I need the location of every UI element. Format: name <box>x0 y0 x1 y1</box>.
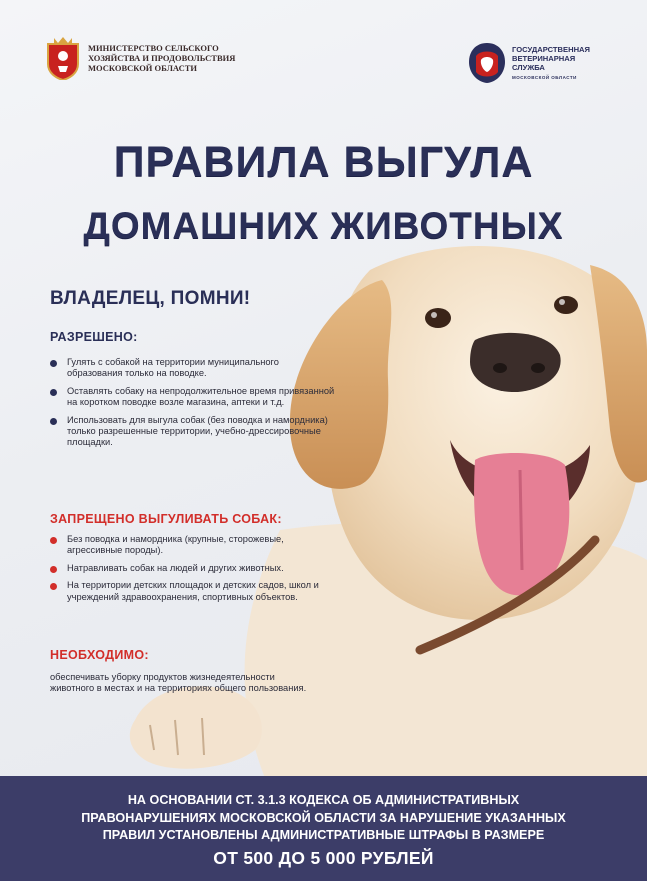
list-item <box>50 563 335 574</box>
list-item-text: Оставлять собаку на непродолжительное время привязанной на коротком поводке возле магазина, аптеки и т.д. <box>67 385 335 408</box>
list-item-text: На территории детских площадок и детских садов, школ и учреждений здравоохранения, спортивных объектов. <box>67 580 319 602</box>
list-item-text: Без поводка и намордника (крупные, сторожевые, агрессивные породы). <box>67 534 284 556</box>
page-title-line-1: ПРАВИЛА ВЫГУЛА <box>113 138 534 186</box>
list-item-text: Гулять с собакой на территории муниципального образования только на поводке. <box>67 357 279 379</box>
bullet-icon <box>50 418 57 425</box>
forbidden-heading: ЗАПРЕЩЕНО ВЫГУЛИВАТЬ СОБАК: <box>50 512 282 526</box>
bullet-icon <box>50 583 57 590</box>
moscow-region-crest-icon <box>46 36 80 80</box>
dog-image <box>120 230 647 790</box>
list-item <box>50 415 335 449</box>
vet-service-logo-icon <box>468 42 506 84</box>
bullet-icon <box>50 360 57 367</box>
needed-heading: НЕОБХОДИМО: <box>50 648 149 662</box>
needed-text: обеспечивать уборку продуктов жизнедеятельности животного в местах и на территориях общего пользования. <box>50 672 307 694</box>
allowed-list <box>50 357 335 455</box>
vet-service-logo-block <box>468 42 596 84</box>
ministry-name: МИНИСТЕРСТВО СЕЛЬСКОГО ХОЗЯЙСТВА И ПРОДОВОЛЬСТВИЯ МОСКОВСКОЙ ОБЛАСТИ <box>88 43 236 73</box>
vet-service-region: МОСКОВСКОЙ ОБЛАСТИ <box>512 74 577 80</box>
fine-amount: ОТ 500 ДО 5 000 РУБЛЕЙ <box>213 847 434 868</box>
forbidden-list <box>50 534 335 609</box>
page-subtitle: ВЛАДЕЛЕЦ, ПОМНИ! <box>50 288 251 309</box>
list-item-text: Натравливать собак на людей и других животных. <box>67 562 284 573</box>
allowed-heading: РАЗРЕШЕНО: <box>50 330 138 344</box>
ministry-logo-block <box>46 36 248 80</box>
list-item <box>50 386 335 409</box>
list-item <box>50 357 335 380</box>
vet-service-name <box>512 45 596 82</box>
list-item <box>50 534 335 557</box>
page-title-line-2: ДОМАШНИХ ЖИВОТНЫХ <box>83 205 564 246</box>
fine-banner <box>0 776 647 881</box>
bullet-icon <box>50 566 57 573</box>
vet-service-title: ГОСУДАРСТВЕННАЯ ВЕТЕРИНАРНАЯ СЛУЖБА <box>512 44 590 72</box>
bullet-icon <box>50 537 57 544</box>
list-item-text: Использовать для выгула собак (без поводка и намордника) только разрешенные территории, учебно-дрессировочные площадки. <box>67 414 328 448</box>
list-item <box>50 580 335 603</box>
bullet-icon <box>50 389 57 396</box>
fine-banner-text: НА ОСНОВАНИИ СТ. 3.1.3 КОДЕКСА ОБ АДМИНИСТРАТИВНЫХ ПРАВОНАРУШЕНИЯХ МОСКОВСКОЙ ОБЛАСТИ ЗА НАРУШЕНИЕ УКАЗАННЫХ ПРАВИЛ УСТАНОВЛЕНЫ АДМИНИСТРАТИВНЫЕ ШТРАФЫ В РАЗМЕРЕ <box>81 793 566 842</box>
